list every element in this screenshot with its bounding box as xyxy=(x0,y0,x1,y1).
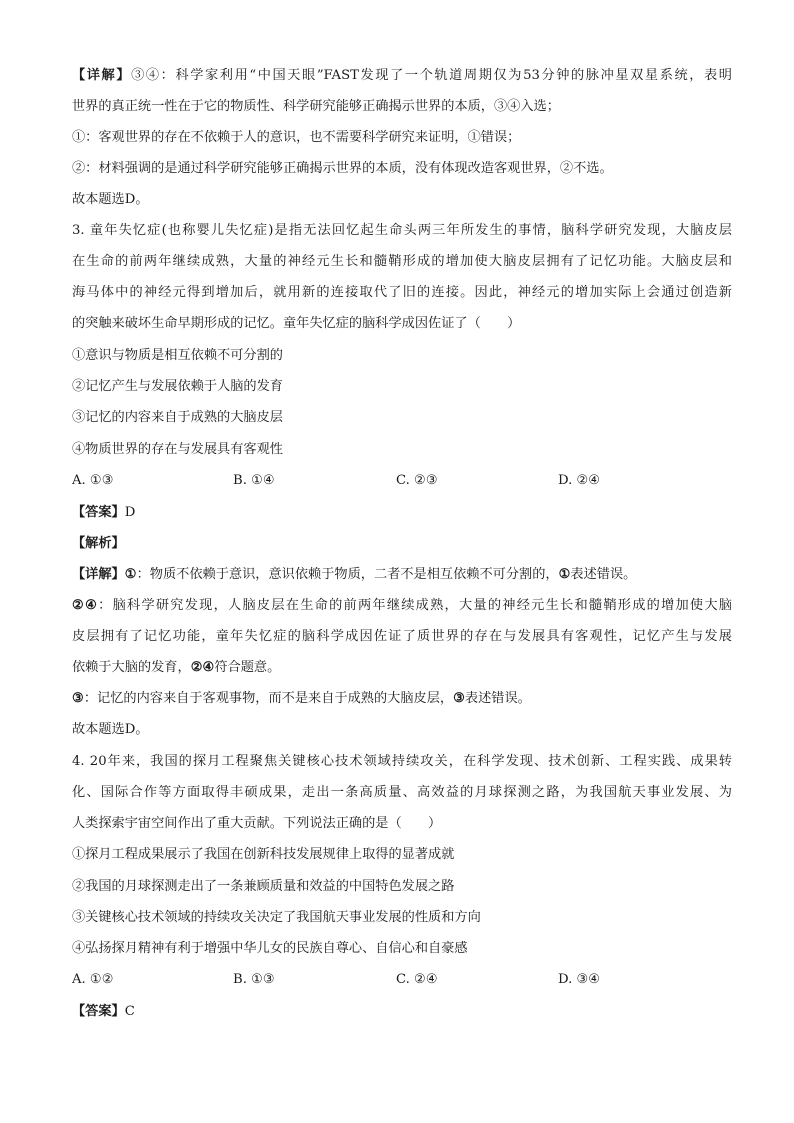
q4-statement-1: ①探月工程成果展示了我国在创新科技发展规律上取得的显著成就 xyxy=(72,847,455,862)
q3-statement-1: ①意识与物质是相互依赖不可分割的 xyxy=(72,348,283,363)
q3-detail-line-4: 依赖于大脑的发育，②④符合题意。 xyxy=(72,660,281,675)
q3-stem-line-3: 海马体中的神经元得到增加后，就用新的连接取代了旧的连接。因此，神经元的增加实际上会通过创造新 xyxy=(72,285,732,300)
q3-option-d: D. ②④ xyxy=(558,473,601,488)
q4-answer: 【答案】C xyxy=(72,1004,135,1019)
q4-statement-4: ④弘扬探月精神有利于增强中华儿女的民族自尊心、自信心和自豪感 xyxy=(72,941,468,956)
q3-option-a: A. ①③ xyxy=(72,473,114,488)
q3-answer: 【答案】D xyxy=(72,505,136,520)
explanation-line-3: ①：客观世界的存在不依赖于人的意识，也不需要科学研究来证明，①错误； xyxy=(72,130,521,145)
q4-option-a: A. ①② xyxy=(72,972,114,987)
q4-options xyxy=(72,970,732,990)
q3-options xyxy=(72,471,732,491)
q3-statement-3: ③记忆的内容来自于成熟的大脑皮层 xyxy=(72,410,283,425)
q3-conclusion: 故本题选D。 xyxy=(72,722,149,737)
q3-stem-line-4: 的突触来破坏生命早期形成的记忆。童年失忆症的脑科学成因佐证了（ ） xyxy=(72,316,521,331)
q4-statement-3: ③关键核心技术领域的持续攻关决定了我国航天事业发展的性质和方向 xyxy=(72,910,481,925)
q3-analysis-heading: 【解析】 xyxy=(72,536,125,551)
conclusion-line: 故本题选D。 xyxy=(72,192,149,207)
q3-stem-line-1: 3. 童年失忆症(也称婴儿失忆症)是指无法回忆起生命头两三年所发生的事情，脑科学研究发现，大脑皮层 xyxy=(72,223,732,238)
explanation-line-2: 世界的真正统一性在于它的物质性、科学研究能够正确揭示世界的本质，③④入选； xyxy=(72,99,560,114)
q4-option-d: D. ③④ xyxy=(558,972,601,987)
q3-detail-line-1: 【详解】①：物质不依赖于意识，意识依赖于物质，二者不是相互依赖不可分割的，①表述错误。 xyxy=(72,567,637,582)
q3-option-b: B. ①④ xyxy=(233,473,275,488)
detail-tag: 【详解】 xyxy=(72,68,132,83)
q4-statement-2: ②我国的月球探测走出了一条兼顾质量和效益的中国特色发展之路 xyxy=(72,879,455,894)
q3-stem-line-2: 在生命的前两年继续成熟，大量的神经元生长和髓鞘形成的增加使大脑皮层拥有了记忆功能。大脑皮层和 xyxy=(72,254,732,269)
q4-option-b: B. ①③ xyxy=(233,972,275,987)
explanation-line-1: 【详解】③④：科学家利用“中国天眼”FAST发现了一个轨道周期仅为53分钟的脉冲星双星系统，表明 xyxy=(72,68,732,83)
q3-statement-2: ②记忆产生与发展依赖于人脑的发育 xyxy=(72,379,283,394)
q4-option-c: C. ②④ xyxy=(396,972,438,987)
q4-stem-line-2: 化、国际合作等方面取得丰硕成果，走出一条高质量、高效益的月球探测之路，为我国航天事业发展、为 xyxy=(72,785,732,800)
q3-detail-line-3: 皮层拥有了记忆功能，童年失忆症的脑科学成因佐证了质世界的存在与发展具有客观性，记忆产生与发展 xyxy=(72,629,732,644)
q3-statement-4: ④物质世界的存在与发展具有客观性 xyxy=(72,442,283,457)
q3-detail-line-2: ②④：脑科学研究发现，人脑皮层在生命的前两年继续成熟，大量的神经元生长和髓鞘形成的增加使大脑 xyxy=(72,598,732,613)
explanation-line-4: ②：材料强调的是通过科学研究能够正确揭示世界的本质，没有体现改造客观世界，②不选。 xyxy=(72,161,613,176)
q4-stem-line-3: 人类探索宇宙空间作出了重大贡献。下列说法正确的是（ ） xyxy=(72,816,442,831)
q3-option-c: C. ②③ xyxy=(396,473,438,488)
q4-stem-line-1: 4. 20年来，我国的探月工程聚焦关键核心技术领域持续攻关，在科学发现、技术创新、工程实践、成果转 xyxy=(72,754,732,769)
q3-detail-line-5: ③：记忆的内容来自于客观事物，而不是来自于成熟的大脑皮层，③表述错误。 xyxy=(72,691,531,706)
